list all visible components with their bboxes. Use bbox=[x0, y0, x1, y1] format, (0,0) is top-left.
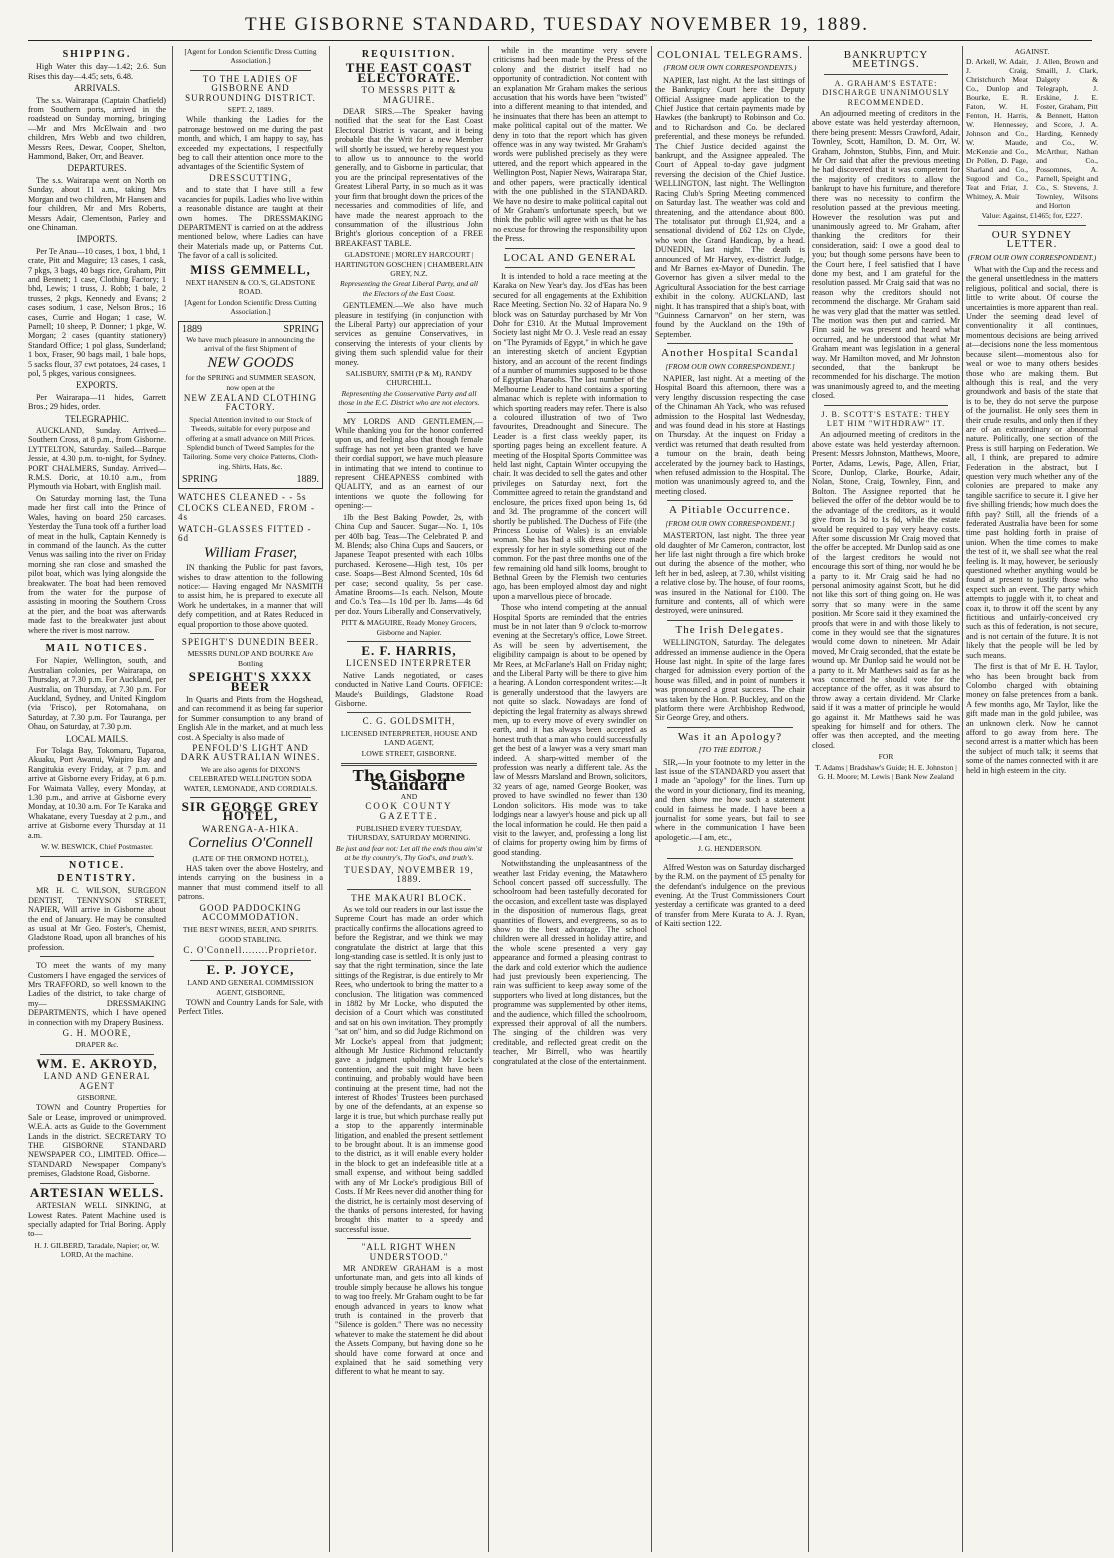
moore-role: DRAPER &c. bbox=[75, 1040, 119, 1050]
spring-goods-ad bbox=[178, 321, 323, 489]
wines-line: THE BEST WINES, BEER, AND SPIRITS. bbox=[182, 924, 319, 934]
oconnell-name: Cornelius O'Connell bbox=[188, 835, 313, 852]
column-telegrams bbox=[655, 46, 805, 1552]
irish-heading: The Irish Delegates. bbox=[675, 623, 785, 636]
agent-note: [Agent for London Scientific Dress Cutting Association.] bbox=[184, 47, 317, 66]
gentlemen-text: GENTLEMEN.—We also have much pleasure in testifying (in conjunction with the Liberal Party) our appreciation of your services as genuine Conservatives, in conserving the interests of your clients by giving them such splendid value for their money. bbox=[335, 301, 483, 367]
artesian-contacts: H. J. GILBERD, Taradale, Napier; or, W. LORD, At the machine. bbox=[34, 1240, 160, 1260]
signers-note: Representing the Great Liberal Party, and all the Electors of the East Coast. bbox=[339, 279, 478, 298]
spring-header-row bbox=[182, 325, 319, 334]
divider bbox=[667, 858, 793, 859]
sydney-tail: The first is that of Mr E. H. Taylor, who has been brought back from Colombo charged with obtaining money on false pretences from a bank. A few months ago, Mr Taylor, like the gift made man in the gold jubilee, was an unknown clerk. Now he cannot afford to go away from here. The second arrest is a matter which has been the subject of much talk; it seems that some of the names connected with it are held in high esteem in the city. bbox=[966, 662, 1098, 775]
for-label: FOR bbox=[878, 752, 894, 762]
goldsmith-role: LICENSED INTERPRETER, HOUSE AND LAND AGENT, bbox=[340, 728, 478, 748]
divider bbox=[347, 712, 471, 713]
against-label: AGAINST. bbox=[1014, 47, 1050, 56]
hotel-place: WARENGA-A-HIKA. bbox=[201, 823, 300, 834]
understood-heading: "ALL RIGHT WHEN UNDERSTOOD." bbox=[361, 1242, 457, 1262]
ladies-text-2: and to state that I have still a few vacancies for pupils. Ladies who live within a reasonable distance are taught at their own homes. The DRESSMAKING DEPARTMENT is carried on at the address mentioned below, where Ladies can have their Materials made up, or Patterns Cut. The favor of a call is solicited. bbox=[178, 185, 323, 261]
graham-estate-heading: A. GRAHAM'S ESTATE: DISCHARGE UNANIMOUSLY RECOMMENDED. bbox=[822, 78, 950, 107]
ladies-text: While thanking the Ladies for the patronage bestowed on me during the past month, and which, I am happy to say, has exceeded my expectations, I respectfully beg to call their attention once more to the advantages of the Scientific System of bbox=[178, 115, 323, 172]
requisition-signers: GLADSTONE | MORLEY HARCOURT | HARTINGTON GOSCHEN | CHAMBERLAIN GREY, N.Z. bbox=[335, 250, 483, 278]
creditor-names bbox=[966, 57, 1098, 210]
requisition-heading: REQUISITION. bbox=[361, 49, 457, 60]
spring-footer-row bbox=[182, 475, 319, 484]
conservative-signers: SALISBURY, SMITH (P & M), RANDY CHURCHILL. bbox=[345, 369, 473, 388]
paper-subtitle: COOK COUNTY GAZETTE. bbox=[365, 801, 453, 821]
makauri-text: As we told our readers in our last issue the Supreme Court has made an order which practically confirms the allocations agreed to before the Registrar, and we think we may congratulate the district at large that this long-standing case is settled. It is only just to say that the right termination, since the late sittings of the Registrar, is due entirely to Mr Rees, who undertook to bring the matter to a conclusion. The litigation was commenced in 1882 by Mr Locke, who disputed the decision of a Court which was constituted and sat on his own invitation. They promptly "sat on" him, and so did Judge Richmond on Mr Locke's appeal from that judgment; although Mr Justice Richmond reluctantly gave a judgment upholding Mr Locke's contention, and the suit might have been continuing, and probably would have been continuing at the present time, had not the interest of Rhodes' Trustees been purchased by one of the defendants, at an expense so large it is true, but which purchase really put a stop to the apparently interminable litigation, and enabled the present settlement to be brought about. It is an immense good to the district, as it will enable every holder in the block to get an indefeasible title at a small expense, and without being saddled with any of Mr Locke's prodigious Bill of Costs. If Mr Rees never did another thing for the district, he is certainly most deserving of the thanks of persons interested, for having brought this matter to a speedy and successful issue. bbox=[335, 904, 483, 1234]
requisition-text: DEAR SIRS.—The Speaker having notified that the seat for the East Coast Electoral District is vacant, and it being probable that the Writ for a new Member will shortly be issued, we hereby request you to allow us to announce to the world generally, and to Gisborne in particular, that you are the principal representatives of the Greatest Liberal Party, in so much as it was your firm that brought down the prices of the necessaries and commodities of life, and have made the nearest approach to the consummation of the illustrious John Bright's glorious conception of a FREE BREAKFAST TABLE. bbox=[335, 107, 483, 248]
divider bbox=[824, 74, 948, 75]
new-goods: NEW GOODS bbox=[207, 354, 294, 371]
graham-estate-text: An adjourned meeting of creditors in the above estate was held yesterday afternoon, there being present: Messrs Crawford, Adair, Townley, Scott, Hamilton, D. M. Orr, W. Graham, Johnston, Stubbs, Finn, and Muir. Mr Orr said that after the previous meeting he had discovered that it was competent for the majority of creditors to allow the bankrupt to have his furniture, and therefore there was no necessity to confirm the resolution passed at the previous meeting. However the resolution was put and unanimously agreed to. Mr Graham, after thanking the creditors for their consideration, said: I owe a good deal to you; but though some persons have been to the Court here, I feel satisfied that I have done my best, and I am grateful for the resolution passed. Mr Craig said that was no reason why the creditors should not recommend the discharge. Mr Graham said he was very glad that the matter was settled. The motion was then put and carried. Mr Finn said he was present and heard what occurred, and he understood that what Mr Graham meant was legislation in a general way. Mr Hamilton moved, and Mr Johnston seconded, that the bankrupt be recommended for his discharge. The motion was unanimously agreed to, and the meeting closed. bbox=[812, 109, 960, 401]
column-shipping bbox=[28, 46, 166, 1552]
vote-value: Value: Against, £1465; for, £227. bbox=[981, 211, 1083, 221]
tides-text: High Water this day—1.42; 2.6. Sun Rises this day—4.45; sets, 6.48. bbox=[28, 62, 166, 81]
column-divider bbox=[808, 46, 809, 1552]
electorate-heading: THE EAST COAST ELECTORATE. bbox=[345, 60, 473, 85]
to-ladies-heading: TO THE LADIES OF GISBORNE AND SURROUNDING DISTRICT. bbox=[185, 73, 316, 103]
goods-for: for the SPRING and SUMMER SEASON, now open at the bbox=[185, 373, 316, 392]
divider bbox=[40, 1183, 154, 1184]
editorial-continuation: while in the meantime very severe criticisms had been made by the Press of the colony and the district itself had no opportunity of contradiction. Not content with an explanation Mr Graham makes the serious accusation that his words have been "twisted" into a different meaning to that intended, and he insinuates that there has been an attempt to make political capital out of the matter. We deny in toto that the report which has given offence was in any way twisted. Mr Graham's words were published precisely as they were uttered, and the report which appeared in the Wellington Post, Napier News, Wairarapa Star, and other papers, were practically identical with the one published in the STANDARD. We have no desire to make political capital out of Mr Graham's unfortunate speech, but we think the public will agree with us that he has no excuse for throwing the responsibility upon the Press. bbox=[493, 46, 647, 244]
postmaster-sign: W. W. BESWICK, Chief Postmaster. bbox=[41, 842, 153, 852]
divider bbox=[190, 633, 311, 634]
column-sydney bbox=[966, 46, 1098, 1552]
joyce-text: TOWN and Country Lands for Sale, with Perfect Titles. bbox=[178, 997, 323, 1017]
names-right: J. Allen, Brown and Smaill, J. Clark, Dalgety & Telegraph, J. Erskine, J. E. Foster, Graham, Pitt & Bennett, Hatton and Score, J. A. Harding, Kennedy and Co., W. McArthur, Nathan and Co., Possomnes, A. Parnell, Speight and Co., S. Stevens, J. Townley, Wilsons and Horton bbox=[1036, 57, 1098, 211]
dresscutting-label: DRESSCUTTING, bbox=[209, 172, 292, 183]
shipping-heading: SHIPPING. bbox=[62, 49, 132, 60]
apology-to: [TO THE EDITOR.] bbox=[698, 745, 762, 755]
watch-glasses-price: WATCH-GLASSES FITTED - 6d bbox=[178, 523, 312, 544]
local-general-text: It is intended to hold a race meeting at the Karaka on New Year's day. Jos d'Eas has been secured for all engagements at the Exhibition Race Meeting. Section No. 32 of Hapara No. 9 block was on Saturday purchased by Mr Von Dohr for £310. At the Mutual Improvement Society last night Mr O. J. Vesle read an essay on "The Pyramids of Egypt," in which he gave an interesting sketch of ancient Egyptian history, and an account of the recent findings of a number of mummies supposed to be those of Egyptian Pharaohs. The last number of the Melbourne Leader to hand contains a sporting almanac which is replete with information to which sporting readers may refer. There is also a coloured illustration of two of Two favourites, Dreadnought and Sinecure. The Leader is a first class weekly paper, its sporting pages being an excellent feature. A meeting of the Hospital Sports Committee was held last night, Captain Winter occupying the chair. It was decided to sell the gates and other privileges on Saturday next, fort the Committee agreed to retain the grandstand and enclosure, the prices fixed upon being 1s, 6d and 3d. The programme of the concert will shortly be published. The Duchess of Fife (the Princess Louise of Wales) is an enviable woman. She has had a silk dress piece made expressly for her in style something out of the common. For the past three months one of the few remaining old hand silk looms, brought to Bethnal Green by the Flemish two centuries ago, has been employed almost day and night upon a marvellous piece of brocade. bbox=[493, 271, 647, 601]
local-mails-heading: LOCAL MAILS. bbox=[65, 733, 129, 744]
divider bbox=[190, 797, 311, 798]
masthead-title: THE GISBORNE STANDARD, TUESDAY NOVEMBER 19, 1889. bbox=[244, 14, 870, 35]
paper-title: The Gisborne Standard bbox=[352, 767, 466, 795]
harris-name: E. F. HARRIS, bbox=[361, 642, 457, 658]
column-requisition bbox=[335, 46, 483, 1552]
year-left: 1889 bbox=[182, 323, 202, 335]
for-names: T. Adams | Bradshaw's Guide; H. E. Johnston | G. H. Moore; M. Lewis | Bank New Zealand bbox=[815, 762, 957, 782]
mail-text: For Napier, Wellington, south, and Australian colonies, per Wairarapa, on Thursday, at 7.30 p.m. For Auckland, per Australia, on Thursday, at 7.30 p.m. For Auckland, Sydney, and United Kingdom (via 'Frisco), per Rotomahana, on Saturday, at 7.30 p.m. For Tauranga, per Ohau, on Saturday, at 7.30 p.m. bbox=[28, 656, 166, 732]
divider bbox=[40, 1054, 154, 1055]
moore-text: TO meet the wants of my many Customers I have engaged the services of Mrs TRAFFORD, so well known to the Ladies of the district, to take charge of my— DRESSMAKING DEPARTMENTS, which I have opened in connection with my Drapery Business. bbox=[28, 961, 166, 1027]
moore-name: G. H. MOORE, bbox=[62, 1028, 132, 1038]
divider bbox=[667, 727, 793, 728]
local-general-text-2: Those who intend competing at the annual Hospital Sports are reminded that the entries must be in not later than 9 o'clock to-morrow evening at the Secretary's office, Lowe Street. As will be seen by advertisement, the eligibility campaign is about to be opened by Mr Rees, at McFarlane's Hall on Friday night; and the Liberal Party will be there to give him a hearing. A London correspondent writes:—It is generally understood that the lawyers are not quite so slack. Nowadays are fond of depicting the legal fraternity as always shrewd men, up to every move of every swindler on earth, and it has always been accepted as honest truth that a man who could successfully get the best of a lawyer was a very smart man indeed. A sharp-witted member of the profession was nearly a different tale. As the law of Messrs Marsland and Brown, solicitors, 32 years of age, named George Booker, was proved to have swindled no fewer than 130 London solicitors. His mode was to take lodgings near a lawyer's house and pick up all the local information he could. He then paid a visit to the lawyer, and, professing a long list of claims for property owing him by firms of good standing. bbox=[493, 603, 647, 857]
prices-text: 1lb the Best Baking Powder, 2s, with China Cup and Saucer. Sugar—No. 1, 10s per 40lb bag. Teas—The Celebrated P. and M. Blends; also China Cups and Saucers, or Japanese Teapot presented with each 10lbs purchased. Kerosene—High test, 10s per case. Soaps—Best Almond Scented, 10s 6d per case; second quality, 5s per case. Amatine Brooms—1s each. Nelson, Moute and Co.'s Tea—1s 10d per lb. Jams—4s 6d per doz. Yours Liberally and Conservatively, bbox=[335, 512, 483, 616]
watches-price: WATCHES CLEANED - - 5s bbox=[178, 491, 307, 502]
pitt-maguire-sign: PITT & MAGUIRE, Ready Money Grocers, Gisborne and Napier. bbox=[341, 618, 477, 637]
xxxx-beer: SPEIGHT'S XXXX BEER bbox=[188, 669, 313, 694]
imports-text: Per Te Anau—10 cases, 1 box, 1 bhd, 1 crate, Pitt and Maguire; 13 cases, 1 cask, 7 pkgs, 3 bags, 40 bags rice, Graham, Pitt and Bennett; 1 case, Clothing Factory; 1 bhd, Lewis; 1 truss, J. Robb; 1 bale, 2 trusses, 2 pkgs, Kennedy and Evans; 2 cases sodium, 1 case, Nelson Bros.; 16 cases, Currie and Hogan; 1 case, W. Parnell; 10 sheep, P. Donner; 1 pkge, W. Morgan; 2 cases (quantity stationery) Standard Office; 1 pol glass, Sunderland; 1 box, Fraser, 90 bags mail, 1 bale hops, 5 sacks flour, 37 cwt potatoes, 24 cases, 1 pol, 5 pkges, various consignees. bbox=[28, 246, 166, 378]
divider bbox=[347, 889, 471, 890]
telegraphic-text: AUCKLAND, Sunday. Arrived—Southern Cross, at 8 p.m., from Gisborne. LYTTELTON, Saturday. Sailed—Barque Jessie, at 4.30 p.m. to-night, for Sydney. PORT CHALMERS, Sunday. Arrived—R.M.S. Doric, at 10.10 a.m., from Plymouth via Hobart, with English mail. bbox=[28, 426, 166, 492]
ad-date: SEPT. 2, 1889. bbox=[227, 105, 274, 115]
agent-note-2: [Agent for London Scientific Dress Cutting Association.] bbox=[184, 297, 317, 317]
dentist-text: MR H. C. WILSON, SURGEON DENTIST, TENNYSON STREET, NAPIER, Will arrive in Gisborne about the end of January. He may be consulted as usual at Mr Geo. Foster's, Chemist, Gladstone Road, upon all branches of his profession. bbox=[28, 886, 166, 952]
fraser-name: William Fraser, bbox=[203, 544, 298, 561]
divider bbox=[824, 405, 948, 406]
column-divider bbox=[329, 46, 330, 1552]
paper-motto: Be just and fear not: Let all the ends thou aim'st at be thy country's, Thy God's, and truth's. bbox=[335, 843, 483, 863]
exports-text: Per Wairarapa—11 hides, Garrett Bros.; 29 hides, order. bbox=[28, 392, 166, 412]
hospital-heading: Another Hospital Scandal bbox=[661, 347, 799, 360]
gemmell-name: MISS GEMMELL, bbox=[190, 261, 311, 277]
telegraphic-heading: TELEGRAPHIC. bbox=[65, 413, 129, 424]
penfold-wines: PENFOLD'S LIGHT AND DARK AUSTRALIAN WINES. bbox=[180, 743, 321, 763]
column-divider bbox=[651, 46, 652, 1552]
masthead-rule bbox=[28, 40, 1092, 41]
factory-text: Special Attention invited to our Stock of Tweeds, suitable for every purpose and offering at a small advance on Mill Prices. Splendid bunch of Tweed Samples for the Tailoring. Some very choice Patterns, Cloth-ing, Shirts, Hats, &c. bbox=[182, 414, 319, 471]
harris-role: LICENSED INTERPRETER bbox=[346, 658, 472, 669]
paper-dateline: TUESDAY, NOVEMBER 19, 1889. bbox=[344, 864, 474, 885]
scott-estate-heading: J. B. SCOTT'S ESTATE: THEY LET HIM "WITHDRAW" IT. bbox=[821, 409, 951, 429]
colonial-text: NAPIER, last night. At the last sittings of the Bankruptcy Court here the Deputy Official Assignee made application to the Chief Justice that certain payments made by Hawkes (the bankrupt) to Robinson and Co. and to Richardson and Co. be declared preferential, and these moneys be refunded. The Chief Justice decided against the bankrupt, and the Assignee appealed. The Court of Appeal to-day gave judgment reversing the decision of the Chief Justice. WELLINGTON, last night. The Wellington Racing Club's Spring Meeting commenced on Saturday last. The weather was cold and threatening, and the attendance about 800. The totalisator put through £1,924, and a sensational dividend of £62 12s on Clyde, who won the Grand Handicap, by a head. DUNEDIN, last night. The death is announced of Mr Harvey, ex-district Judge, and Mr Barnes ex-Mayor of Dunedin. The Governor has given a silver medal to the Agricultural Association for the best carriage exhibit in the colony. AUCKLAND, last night. It has transpired that a ship's boat, with "Guinness Carnarvon" on her stern, was found by the Auckland on the 19th of September. bbox=[655, 75, 805, 339]
divider bbox=[341, 763, 477, 766]
pitiable-corr: [FROM OUR OWN CORRESPONDENT.] bbox=[665, 518, 795, 528]
local-general-heading: LOCAL AND GENERAL bbox=[503, 251, 637, 264]
column-divider bbox=[488, 46, 489, 1552]
dentistry-heading: DENTISTRY. bbox=[57, 872, 137, 884]
bankruptcy-heading: BANKRUPTCY MEETINGS. bbox=[843, 49, 929, 71]
sydney-text: What with the Cup and the recess and the general unsettledness in the matters religious, political and social, there is little to write about. Of course the uncertainties is more apparent than real. Under the seeming dead level of conventionality it all continues, momentous decisions are being arrived at—decisions none the less momentous because silent—momentous also for weal or woe to many others besides those who are making them. But although this is real, and the very groundwork and basis of the state that is to be, they do not serve the purpose of the journalist. He only sees them in their crude results, and only then if they are of an extraordinary or abnormal nature. Politically, one section of the Press is still harping on Federation. We all, I think, are prepared to admire Federation in the abstract, but I question very much whether any of the colonies are prepared to make any tangible sacrifice to secure it. I give her five shilling friends; how much does the fifth pay? Still, all the friends of a federated Australia have been for some time past holding forth in praise of union. When the time comes to make the test of it, we shall see what the real feeling is. It may, however, be seriously questioned whether anything would be found at present to justify those who expect such an event. The party which attempts to juggle with it, to cheat and coax it, to throw it off the scent by any fictitious and unfairly-conceived cry such as this of federation, is not secure, and is not certain of the future. It is not likely that the people will be led by such means. bbox=[966, 265, 1098, 660]
conservative-note: Representing the Conservative Party and all those in the E.C. District who are not electors. bbox=[338, 388, 480, 408]
local-general-text-3: Notwithstanding the unpleasantness of the weather last Friday evening, the Matawhero School concert passed off successfully. The schoolroom had been tastefully decorated for the occasion, and excellent taste was displayed in the disposition of numerous flags, great quantities of flowers, and evergreens, so as to show to the best advantage. The school children were all dressed in holiday attire, and the whole scene presented a very gay appearance and formed a pleasing contrast to the dark and cold exterior which the audience had just previously been experiencing. The rain was sufficient to keep away some of the supporters who lived at long distances, but the programme was supplemented by other items, and the audience, which filled the schoolroom, expressed their approval of all the numbers. The singing of the children was very creditable, and reflected great credit on the teacher, Mr Birrell, who was heartily congratulated at the close of the entertainment. bbox=[493, 859, 647, 1066]
arrivals-text: The s.s. Wairarapa (Captain Chatfield) from Southern ports, arrived in the roadstead on Sunday morning, bringing—Mr and Mrs McElwain and two children, Mrs Webb and two children, Messrs Rees, Dewar, Cooper, Shelton, Hammond, Baker, Orr, and Beaver. bbox=[28, 95, 166, 162]
pitiable-text: MASTERTON, last night. The three year old daughter of Mr Cameron, contractor, lost her life last night through a fire which broke out during the absence of the mother, who left her in bed, asleep, at 7.30, whilst visiting a relative close by. The house, of four rooms, was insured in the National for £100. The furniture and contents, all of which were destroyed, were uninsured. bbox=[655, 531, 805, 616]
names-left: D. Arkell, W. Adair, J. Craig, Christchurch Meat Co., Dunlop and Bourke, E. R. Faton, W. H. Fenton, H. Harris, W. Hennessey, Johnson and Co., W. Maude, McKenzie and Co., Dr Pollen, D. Page, Sharland and Co., Sugood and Co., Teat and Friar, J. Whitney, A. Muir bbox=[966, 57, 1028, 202]
goldsmith-address: LOWE STREET, GISBORNE. bbox=[361, 748, 457, 758]
divider bbox=[667, 620, 793, 621]
divider bbox=[347, 641, 471, 642]
hospital-corr: [FROM OUR OWN CORRESPONDENT.] bbox=[665, 361, 795, 371]
irish-text: WELLINGTON, Saturday. The delegates addressed an immense audience in the Opera House last night. In spite of the large fares charged for admission every portion of the house was filled, and in point of numbers it was pronounced a great success. The chair was taken by the Hon. P. Buckley, and on the platform there were Archbishop Redwood, Sir George Grey, and others. bbox=[655, 638, 805, 723]
gemmell-address: NEXT HANSEN & CO.'S, GLADSTONE ROAD. bbox=[185, 277, 316, 297]
mail-heading: MAIL NOTICES. bbox=[45, 642, 149, 654]
stabling-line: GOOD STABLING. bbox=[219, 934, 282, 944]
hospital-text: NAPIER, last night. At a meeting of the Hospital Board this afternoon, there was a very lengthy discussion respecting the case of the Chinaman Ah Yack, who was refused admission to the Hospital last Wednesday, and was found dead in his store at Hastings on Thursday. At the inquest on Friday a verdict was returned that death resulted from a tumour on the brain, death being accelerated by the journey back to Hastings, when refused admission to the Hospital. The motion was unanimously agreed to, and the meeting closed. bbox=[655, 374, 805, 496]
season-label: SPRING bbox=[283, 323, 319, 335]
artesian-heading: ARTESIAN WELLS. bbox=[29, 1184, 165, 1200]
paddocking: GOOD PADDOCKING ACCOMMODATION. bbox=[199, 902, 302, 923]
notice-heading: NOTICE. bbox=[69, 859, 125, 871]
sydney-heading: OUR SYDNEY LETTER. bbox=[991, 228, 1073, 251]
harris-text: Native Lands negotiated, or cases conducted in Native Land Courts. OFFICE: Maude's Buildings, Gladstone Road Gisborne. bbox=[335, 670, 483, 708]
hotel-name: SIR GEORGE GREY HOTEL, bbox=[181, 799, 320, 824]
divider bbox=[190, 960, 311, 961]
imports-heading: IMPORTS. bbox=[76, 234, 118, 245]
divider bbox=[667, 500, 793, 501]
column-advertisements bbox=[178, 46, 323, 1552]
speight-heading: SPEIGHT'S DUNEDIN BEER. bbox=[181, 636, 320, 647]
column-divider bbox=[172, 46, 173, 1552]
bottlers-line: MESSRS DUNLOP AND BOURKE Are Bottling bbox=[187, 649, 314, 668]
column-bankruptcy bbox=[812, 46, 960, 1552]
joyce-role: LAND AND GENERAL COMMISSION AGENT, GISBORNE, bbox=[187, 978, 314, 997]
departures-text: The s.s. Wairarapa went on North on Sunday, about 11 a.m., taking Mrs Morgan and two children, Mr Hansen and four children, Mr and Mrs Roberts, Messrs Adair, Clementson, Parley and one Chinaman. bbox=[28, 175, 166, 232]
exports-heading: EXPORTS. bbox=[76, 380, 118, 391]
published-line: PUBLISHED EVERY TUESDAY, THURSDAY, SATURDAY MORNING. bbox=[347, 824, 471, 843]
proprietor-line: C. O'Connell........Proprietor. bbox=[183, 945, 318, 956]
oconnell-text: HAS taken over the above Hostelry, and intends carrying on the business in a manner that must commend itself to all patrons. bbox=[178, 864, 323, 902]
understood-text: MR ANDREW GRAHAM is a most unfortunate man, and gets into all kinds of trouble simply because he allows his tongue to wag too freely. Mr Graham ought to be far enough advanced in years to know what truth is contained in the proverb that "Silence is golden." There was no necessity whatever to make the statement he did about the Assets Company, but having done so he should have come forward at once and explained that he said something very different to what he meant to say. bbox=[335, 1263, 483, 1377]
soda-agents: We are also agents for DIXON'S CELEBRATED WELLINGTON SODA WATER, LEMONADE, AND CORDIALS. bbox=[183, 764, 318, 793]
divider bbox=[40, 856, 154, 857]
column-editorial bbox=[493, 46, 647, 1552]
akroyd-role: LAND AND GENERAL AGENT bbox=[43, 1071, 151, 1091]
akroyd-text: TOWN and Country Properties for Sale or Lease, improved or unimproved. W.E.A. acts as Guide to the Government Lands in the district. SECRETARY TO THE GISBORNE STANDARD NEWSPAPER CO., LIMITED. Office—STANDARD Newspaper Company's premises, Gladstone Road, Gisborne. bbox=[28, 1103, 166, 1179]
divider bbox=[190, 70, 311, 71]
speight-text: In Quarts and Pints from the Hogshead, and can recommend it as being far superior for Summer consumption to any brand of English Ale in the market, and at much less cost. A Specialty is also made of bbox=[178, 694, 323, 742]
akroyd-name: WM. E. AKROYD, bbox=[36, 1055, 158, 1071]
fraser-text: IN thanking the Public for past favors, wishes to draw attention to the following notice:— Having engaged Mr NASMITH to assist him, he is prepared to execute all Work he undertakes, in a manner that will defy competition, and at Rates Reduced in equal proportion to those above quoted. bbox=[178, 563, 323, 629]
divider bbox=[40, 956, 154, 957]
artesian-text: ARTESIAN WELL SINKING, at Lowest Rates. Patent Machine used is specially adapted for Trial Boring. Apply to— bbox=[28, 1201, 166, 1239]
season-footer: SPRING bbox=[182, 474, 218, 486]
shipping-note: On Saturday morning last, the Tuna made her first call into the Prince of Wales, having on board 250 carcases. Yesterday the Tuna took off a further load of meat in the hulk, Captain Kennedy is in command of the launch. As the cutter Venus was sailing into the river on Friday morning she ran close and smashed the pilot boat, which was lying alongside the breakwater. The boat had been removed from the water for the purpose of assisting in mooring the Southern Cross at the pier, and the boat was afterwards made fast to the breakwater just about where the river is most narrow. bbox=[28, 493, 166, 635]
scott-estate-text: An adjourned meeting of creditors in the above estate was held yesterday afternoon. Present: Messrs Johnston, Matthews, Moore, Porter, Adams, Lewis, Page, Allen, Friar, Score, Dunlop, Clarke, Bourke, Adair, Nolan, Stone, Craig, Townley, Finn, and Bolton. The Assignee reported that he believed the offer of the debtor would be to the advantage of the creditors, as it would give from 1s 3d to 1s 6d, while the estate would be required to pay very heavy costs. After some discussion Mr Craig moved that the offer be accepted. Mr Dunlop said as one of the largest creditors he would not encourage this sort of thing, nor would he be a party to it. Mr Craig said he had no personal animosity against Scott, but he did not like this sort of thing going on. He was sorry that so many were in the same position. Mr Score said it they examined the proofs that were in and with those likely to come in they would see that the signatures would come down to nineteen. Mr Adair moved, Mr Craig seconded, that the estate be wound up. Mr Dunlop said he would not be a party to it. Mr Matthews said as far as he was concerned he should vote for the acceptance of the offer, as it was absurd to throw away a certain dividend. Mr Clarke said if it was a matter of principle he would go against it. Mr Matthews said he was speaking for himself and for others. The offer was then accepted, and the meeting closed. bbox=[812, 430, 960, 750]
divider bbox=[40, 639, 154, 640]
colonial-corr: (FROM OUR OWN CORRESPONDENTS.) bbox=[663, 63, 797, 73]
year-right: 1889. bbox=[296, 474, 319, 486]
oconnell-late: (LATE OF THE ORMOND HOTEL), bbox=[192, 853, 309, 863]
clocks-price: CLOCKS CLEANED, FROM - 4s bbox=[178, 503, 316, 523]
divider bbox=[505, 248, 635, 249]
colonial-heading: COLONIAL TELEGRAMS. bbox=[656, 49, 804, 61]
column-divider bbox=[962, 46, 963, 1552]
akroyd-place: GISBORNE. bbox=[77, 1093, 117, 1103]
sydney-corr: (FROM OUR OWN CORRESPONDENT.) bbox=[967, 252, 1097, 262]
divider bbox=[505, 267, 635, 268]
divider bbox=[347, 1238, 471, 1239]
divider bbox=[347, 412, 471, 413]
arrivals-heading: ARRIVALS. bbox=[73, 83, 121, 94]
pitiable-heading: A Pitiable Occurrence. bbox=[669, 504, 791, 517]
factory-name: NEW ZEALAND CLOTHING FACTORY. bbox=[183, 393, 318, 413]
makauri-heading: THE MAKAURI BLOCK. bbox=[351, 892, 467, 903]
joyce-name: E. P. JOYCE, bbox=[206, 961, 295, 977]
to-messrs: TO MESSRS PITT & MAGUIRE. bbox=[361, 85, 457, 105]
goods-text: We have much pleasure in announcing the arrival of the first Shipment of bbox=[186, 334, 315, 354]
apology-heading: Was it an Apology? bbox=[677, 730, 783, 743]
departures-heading: DEPARTURES. bbox=[67, 163, 127, 174]
apology-text: SIR,—In your footnote to my letter in the last issue of the STANDARD you assert that I made an "apology" for the lines. Turn up the word in your dictionary, find its meaning, and then show me how such a statement could in fairness be made. I have been a journalist for some years, but fail to see where in the communication I have been apologetic.—I am, etc., bbox=[655, 757, 805, 842]
apology-tail: Alfred Weston was on Saturday discharged by the R.M. on the payment of £5 penalty for the defendant's indulgence on the previous evening. At the Trust Commissioners Court yesterday a certificate was granted to a deed of transfer from Mere Kurata to A. J. Ryan, of Kaiti section 122. bbox=[655, 862, 805, 929]
lords-text: MY LORDS AND GENTLEMEN,—While thanking you for the honor conferred upon us, and feeling also that though female suffrage has not yet been granted we have their cordial support, we have much pleasure in intimating that we intend to continue to represent CHEAPNESS combined with QUALITY, and as an earnest of our intentions we quote the following for opening:— bbox=[335, 416, 483, 511]
local-mails-text: For Tolaga Bay, Tokomaru, Tuparoa, Akuaku, Port Awanui, Waipiro Bay and Rangitukia every Friday, at 7 p.m. and arrive at Gisborne every Friday, at 6 p.m. For Waimata Valley, every Monday, at 1.30 p.m., and arrive at Gisborne every Monday, at 10.30 a.m. For Te Karaka and Whakatane, every Tuesday at 2 p.m., and arrive at Gisborne every Thursday at 11 a.m. bbox=[28, 746, 166, 840]
apology-sign: J. G. HENDERSON. bbox=[698, 844, 762, 854]
paper-and: AND bbox=[400, 791, 418, 801]
goldsmith-name: C. G. GOLDSMITH, bbox=[362, 716, 456, 727]
divider bbox=[978, 225, 1086, 226]
divider bbox=[667, 343, 793, 344]
